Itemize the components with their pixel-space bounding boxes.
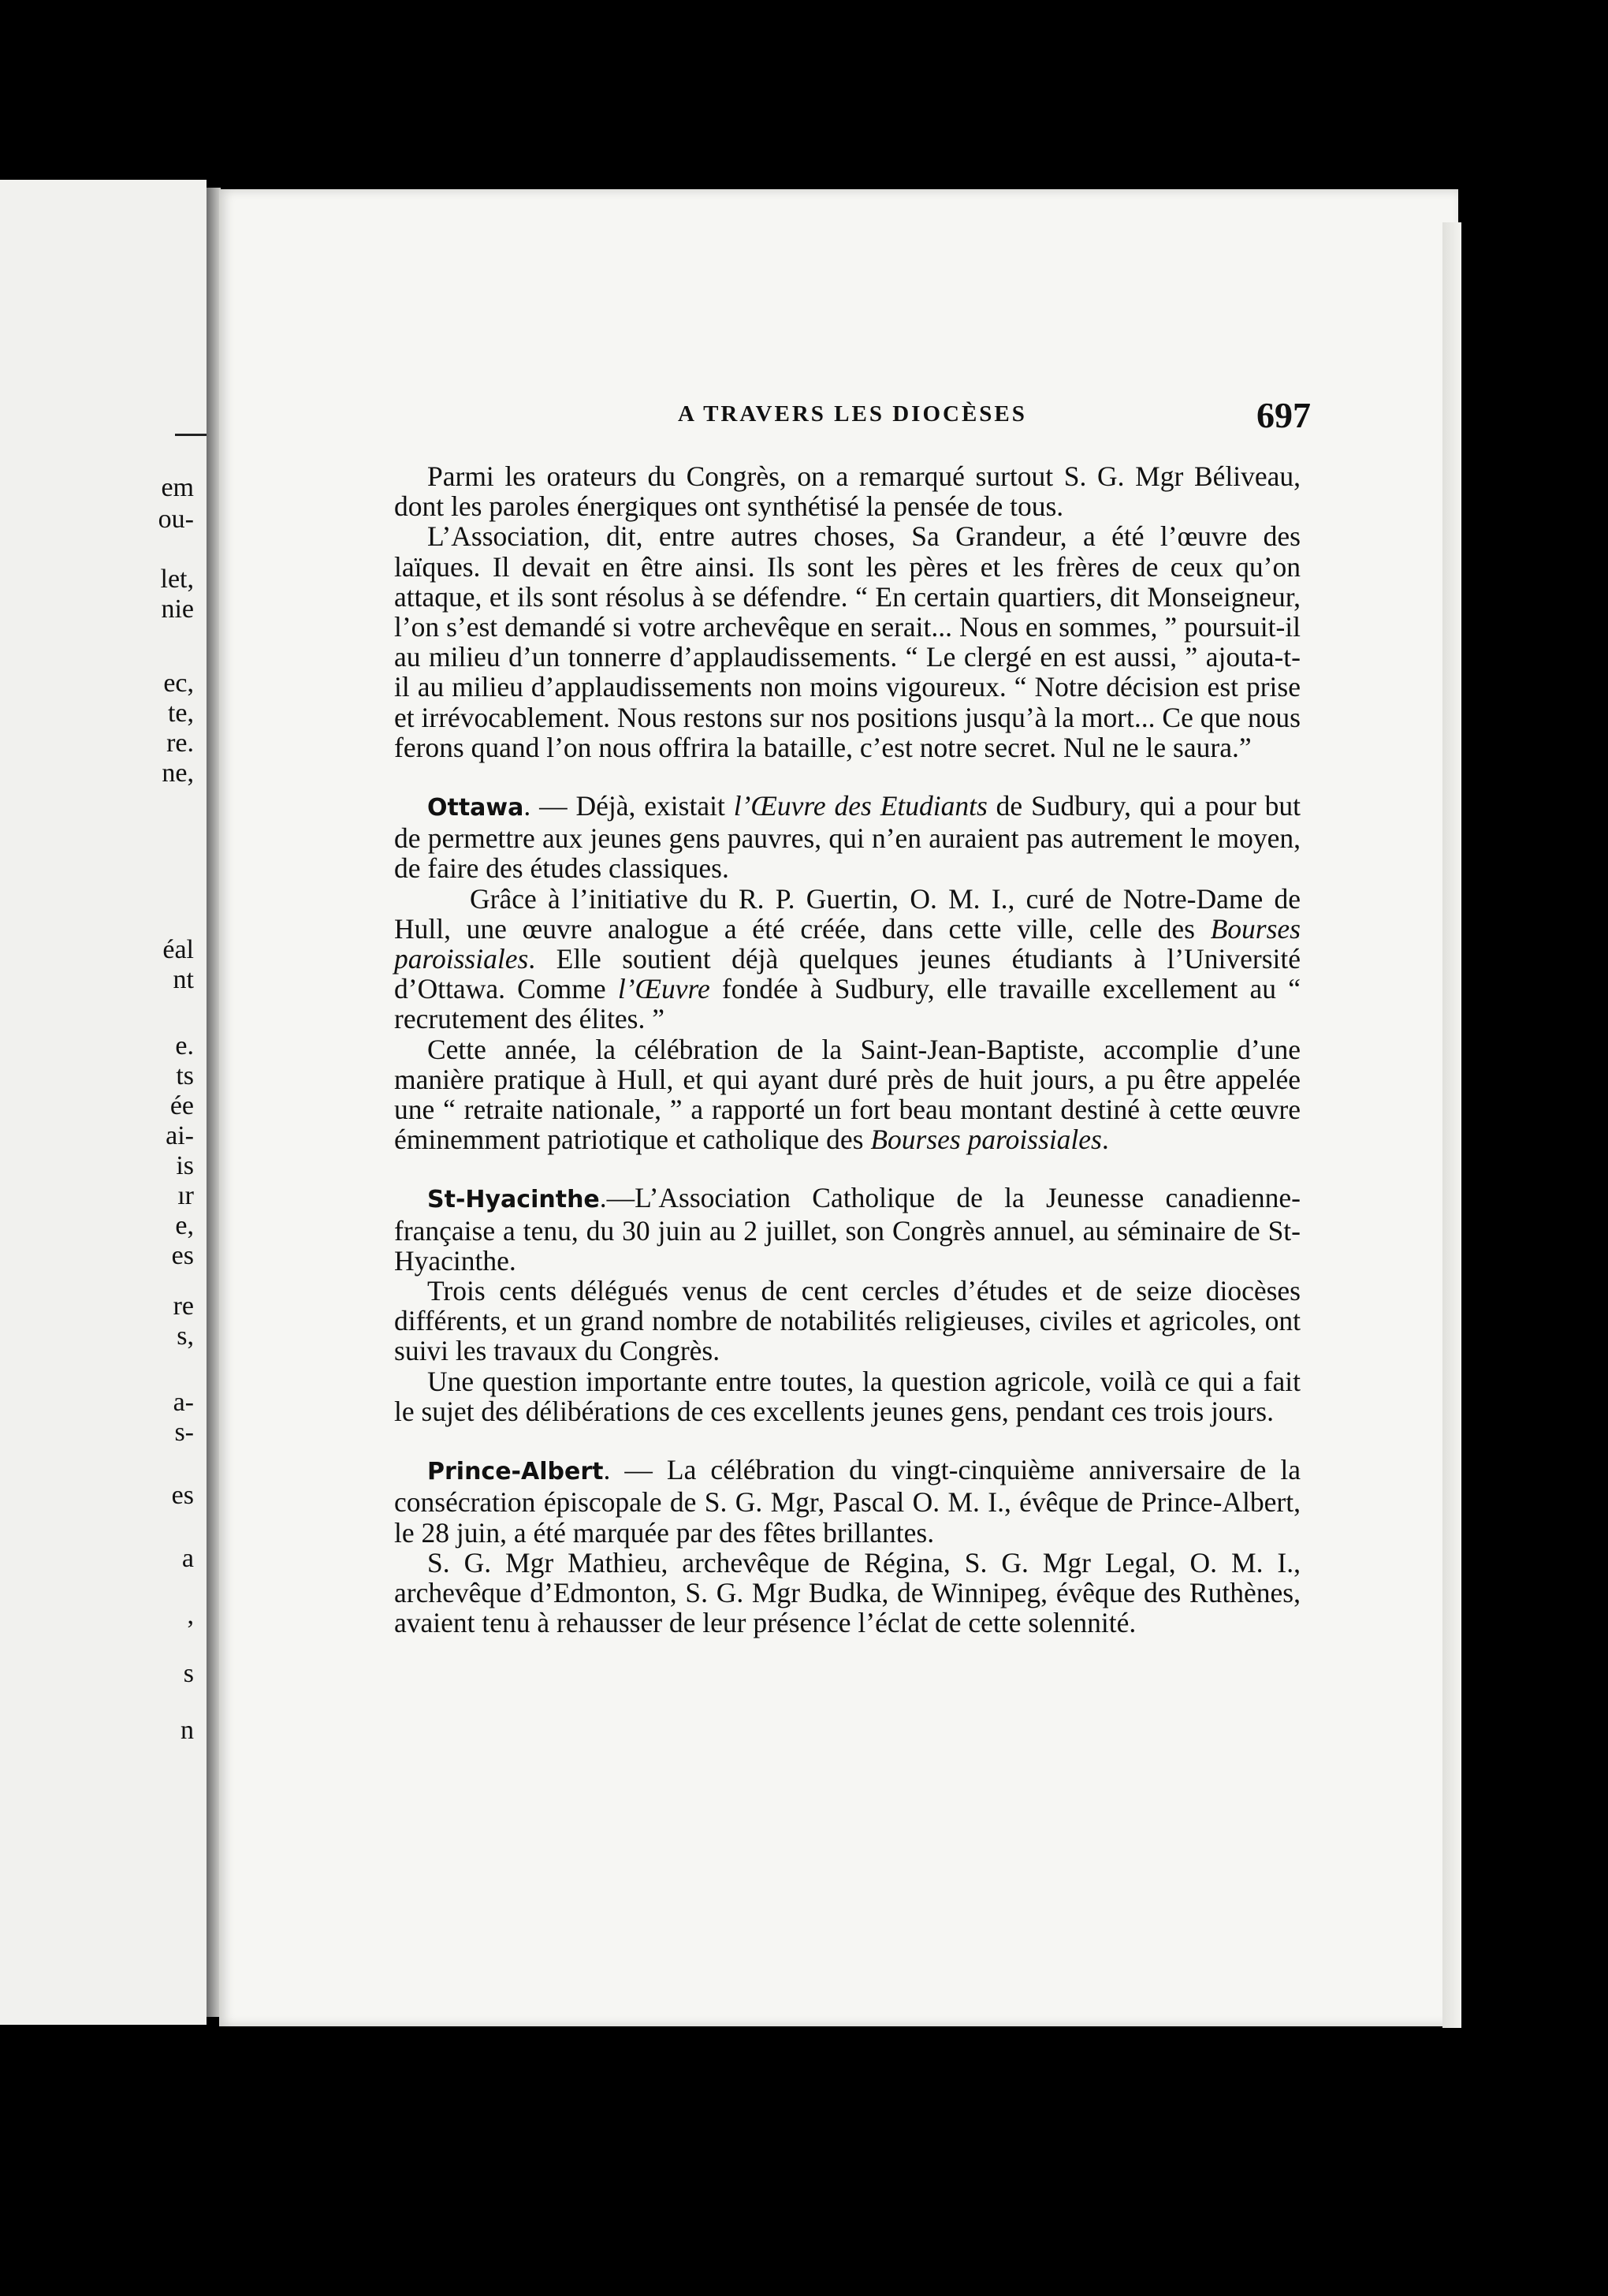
left-page-line-fragment: re bbox=[173, 1292, 194, 1321]
left-page-line-fragment: nie bbox=[161, 594, 194, 624]
left-page-line-fragment: te, bbox=[167, 699, 194, 728]
paragraph-congres-orateurs: Parmi les orateurs du Congrès, on a remarqué surtout S. G. Mgr Béliveau, dont les paroles énergiques ont synthétisé la pensée de tous. bbox=[394, 460, 1301, 523]
left-page-line-fragment: e. bbox=[175, 1031, 194, 1060]
left-page-line-fragment: a- bbox=[173, 1388, 194, 1417]
left-page-line-fragment: e, bbox=[175, 1211, 194, 1240]
left-page-line-fragment: es bbox=[171, 1481, 194, 1510]
left-page-line-fragment: em bbox=[161, 473, 194, 502]
left-page-line-fragment: re. bbox=[166, 729, 194, 758]
left-page-line-fragment: is bbox=[176, 1151, 194, 1180]
left-page-line-fragment: ée bbox=[169, 1091, 194, 1120]
left-page-line-fragment: éal bbox=[162, 935, 194, 964]
left-page-rule bbox=[175, 434, 207, 436]
left-page-line-fragment: s, bbox=[177, 1321, 194, 1351]
left-page-line-fragment: ts bbox=[176, 1061, 194, 1090]
left-page-line-fragment: n bbox=[181, 1716, 194, 1745]
paragraph-ottawa-bourses: Grâce à l’initiative du R. P. Guertin, O. M. I., curé de Notre-Dame de Hull, une œuvre analogue a été créée, dans cette ville, celle des Bourses paroissiales. Elle soutient déjà quelques jeunes étudiants à l’Université d’Ottawa. Comme l’Œuvre fondée à Sudbury, elle travaille excellement au “ recrutement des élites. ” bbox=[394, 882, 1301, 1035]
left-page-line-fragment: nt bbox=[173, 965, 194, 994]
left-page-line-fragment: es bbox=[171, 1241, 194, 1270]
left-page-line-fragment: s- bbox=[174, 1418, 194, 1447]
left-page-line-fragment: ou- bbox=[158, 505, 194, 534]
paragraph-association-discours: L’Association, dit, entre autres choses, Sa Grandeur, a été l’œuvre des laïques. Il devait en être ainsi. Ils sont les pères et les frères de ceux qu’on attaque, et ils sont résolus à se défendre. “ En certain quartiers, dit Monseigneur, l’on s’est demandé si votre archevêque en serait... Nous en sommes, ” poursuit-il au milieu d’un tonnerre d’applaudissements. “ Le clergé en est aussi, ” ajouta-t-il au milieu d’applaudissements non moins vigoureux. “ Notre décision est prise et irrévocablement. Nous restons sur nos positions jusqu’à la mort... Ce que nous ferons quand l’on nous offrira la bataille, c’est notre secret. Nul ne le saura.” bbox=[394, 520, 1301, 763]
left-page-fragment bbox=[0, 180, 207, 2025]
section-heading-prince-albert: Prince-Albert bbox=[427, 1458, 604, 1486]
paragraph-st-hyacinthe-question: Une question importante entre toutes, la question agricole, voilà ce qui a fait le sujet des délibérations de ces excellents jeunes gens, pendant ces trois jours. bbox=[394, 1365, 1301, 1427]
paragraph-prince-albert-intro: Prince-Albert. — La célébration du vingt-cinquième anniversaire de la consécration épiscopale de S. G. Mgr, Pascal O. M. I., évêque de Prince-Albert, le 28 juin, a été marquée par des fêtes brillantes. bbox=[394, 1454, 1301, 1549]
page-body bbox=[394, 461, 1301, 1638]
left-page-line-fragment: ne, bbox=[162, 758, 194, 788]
left-page-line-fragment: s bbox=[183, 1659, 194, 1688]
paragraph-prince-albert-eveques: S. G. Mgr Mathieu, archevêque de Régina, S. G. Mgr Legal, O. M. I., archevêque d’Edmonton, S. G. Mgr Budka, de Winnipeg, évêque des Ruthènes, avaient tenu à rehausser de leur présence l’éclat de cette solennité. bbox=[394, 1546, 1301, 1639]
paragraph-ottawa-saint-jean: Cette année, la célébration de la Saint-Jean-Baptiste, accomplie d’une manière pratique à Hull, et qui ayant duré près de huit jours, a pu être appelée une “ retraite nationale, ” a rapporté un fort beau montant destiné à cette œuvre éminemment patriotique et catholique des Bourses paroissiales. bbox=[394, 1033, 1301, 1156]
running-head: A TRAVERS LES DIOCÈSES bbox=[678, 401, 1027, 427]
left-page-line-fragment: , bbox=[187, 1601, 194, 1630]
left-page-line-fragment: ec, bbox=[163, 669, 194, 698]
section-heading-st-hyacinthe: St-Hyacinthe bbox=[427, 1186, 600, 1214]
page-edge bbox=[1442, 222, 1461, 2028]
left-page-line-fragment: ır bbox=[177, 1181, 194, 1210]
paragraph-ottawa-intro: Ottawa. — Déjà, existait l’Œuvre des Etudiants de Sudbury, qui a pour but de permettre aux jeunes gens pauvres, qui n’en auraient pas autrement le moyen, de faire des études classiques. bbox=[394, 790, 1301, 885]
paragraph-st-hyacinthe-intro: St-Hyacinthe.—L’Association Catholique de la Jeunesse canadienne-française a tenu, du 30 juin au 2 juillet, son Congrès annuel, au séminaire de St-Hyacinthe. bbox=[394, 1182, 1301, 1277]
page-number: 697 bbox=[1256, 395, 1311, 435]
left-page-line-fragment: let, bbox=[160, 565, 194, 594]
section-heading-ottawa: Ottawa bbox=[427, 794, 524, 822]
left-page-line-fragment: ai- bbox=[166, 1121, 194, 1150]
paragraph-st-hyacinthe-delegues: Trois cents délégués venus de cent cercles d’études et de seize diocèses différents, et un grand nombre de notabilités religieuses, civiles et agricoles, ont suivi les travaux du Congrès. bbox=[394, 1275, 1301, 1367]
left-page-line-fragment: a bbox=[181, 1544, 194, 1573]
